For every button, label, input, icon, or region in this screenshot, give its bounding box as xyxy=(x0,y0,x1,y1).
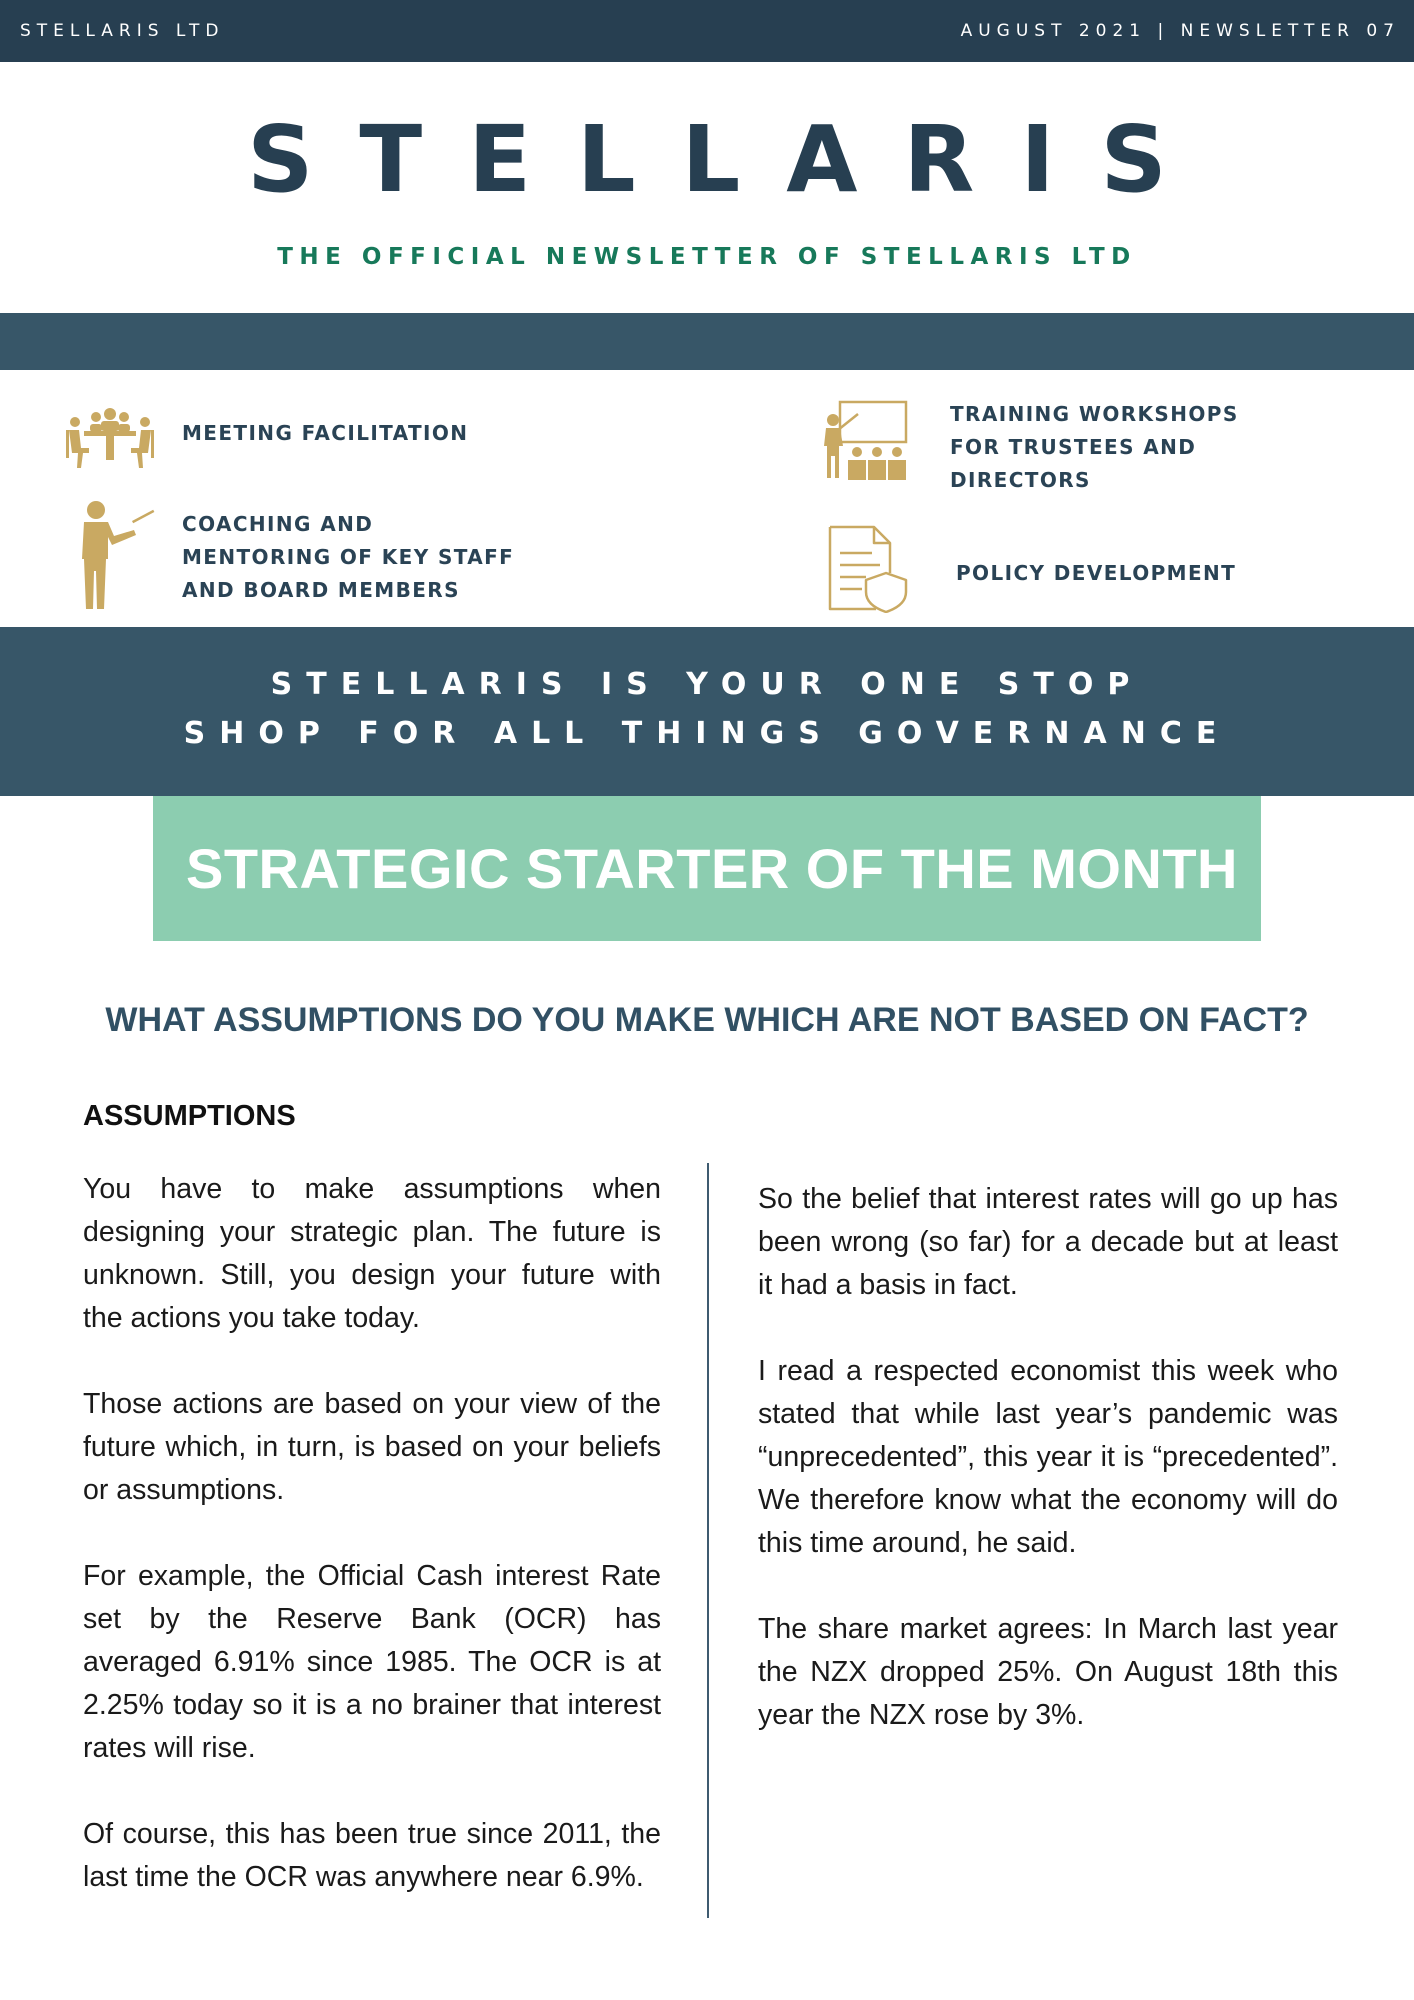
top-bar xyxy=(0,0,1414,62)
service-training-workshops: TRAINING WORKSHOPS FOR TRUSTEES AND DIRECTORS xyxy=(950,402,1239,492)
service-meeting-facilitation: MEETING FACILITATION xyxy=(182,421,469,445)
article-heading: ASSUMPTIONS xyxy=(83,1100,296,1132)
masthead xyxy=(0,62,1414,313)
paragraph: For example, the Official Cash interest Rate set by the Reserve Bank (OCR) has averaged 6.91% since 1985. The OCR is at 2.25% today so it is a no brainer that interest rates will rise. xyxy=(83,1560,661,1764)
newsletter-title: STELLARIS xyxy=(247,106,1213,213)
article-right-column xyxy=(758,1178,1338,1780)
presenter-pointer-icon xyxy=(74,500,156,612)
paragraph: Those actions are based on your view of the future which, in turn, is based on your beliefs or assumptions. xyxy=(83,1388,661,1506)
service-coaching-mentoring: COACHING AND MENTORING OF KEY STAFF AND BOARD MEMBERS xyxy=(182,512,515,602)
company-name: STELLARIS LTD xyxy=(20,21,225,41)
tagline-line-2: SHOP FOR ALL THINGS GOVERNANCE xyxy=(183,716,1231,751)
paragraph: Of course, this has been true since 2011, the last time the OCR was anywhere near 6.9%. xyxy=(83,1818,661,1893)
policy-document-icon xyxy=(826,523,910,613)
article-question: WHAT ASSUMPTIONS DO YOU MAKE WHICH ARE NOT BASED ON FACT? xyxy=(105,1001,1309,1039)
service-policy-development: POLICY DEVELOPMENT xyxy=(956,561,1237,585)
paragraph: You have to make assumptions when designing your strategic plan. The future is unknown. Still, you design your future with the actions you take today. xyxy=(83,1173,661,1334)
article-left-column xyxy=(83,1168,661,1942)
newsletter-subtitle: THE OFFICIAL NEWSLETTER OF STELLARIS LTD xyxy=(277,244,1137,270)
feature-title: STRATEGIC STARTER OF THE MONTH xyxy=(186,837,1238,900)
issue-info: AUGUST 2021 | NEWSLETTER 07 xyxy=(960,21,1400,41)
paragraph: The share market agrees: In March last year the NZX dropped 25%. On August 18th this year the NZX rose by 3%. xyxy=(758,1613,1338,1731)
paragraph: I read a respected economist this week who stated that while last year’s pandemic was “unprecedented”, this year it is “precedented”. We therefore know what the economy will do this time around, he said. xyxy=(758,1355,1338,1559)
column-divider xyxy=(707,1163,709,1918)
meeting-table-icon xyxy=(66,408,154,472)
training-presentation-icon xyxy=(822,400,914,480)
paragraph: So the belief that interest rates will go up has been wrong (so far) for a decade but at least it had a basis in fact. xyxy=(758,1183,1338,1301)
tagline-banner xyxy=(0,627,1414,796)
divider-band xyxy=(0,313,1414,370)
tagline-line-1: STELLARIS IS YOUR ONE STOP xyxy=(270,667,1144,702)
services-section xyxy=(0,370,1414,627)
feature-box xyxy=(153,796,1261,941)
